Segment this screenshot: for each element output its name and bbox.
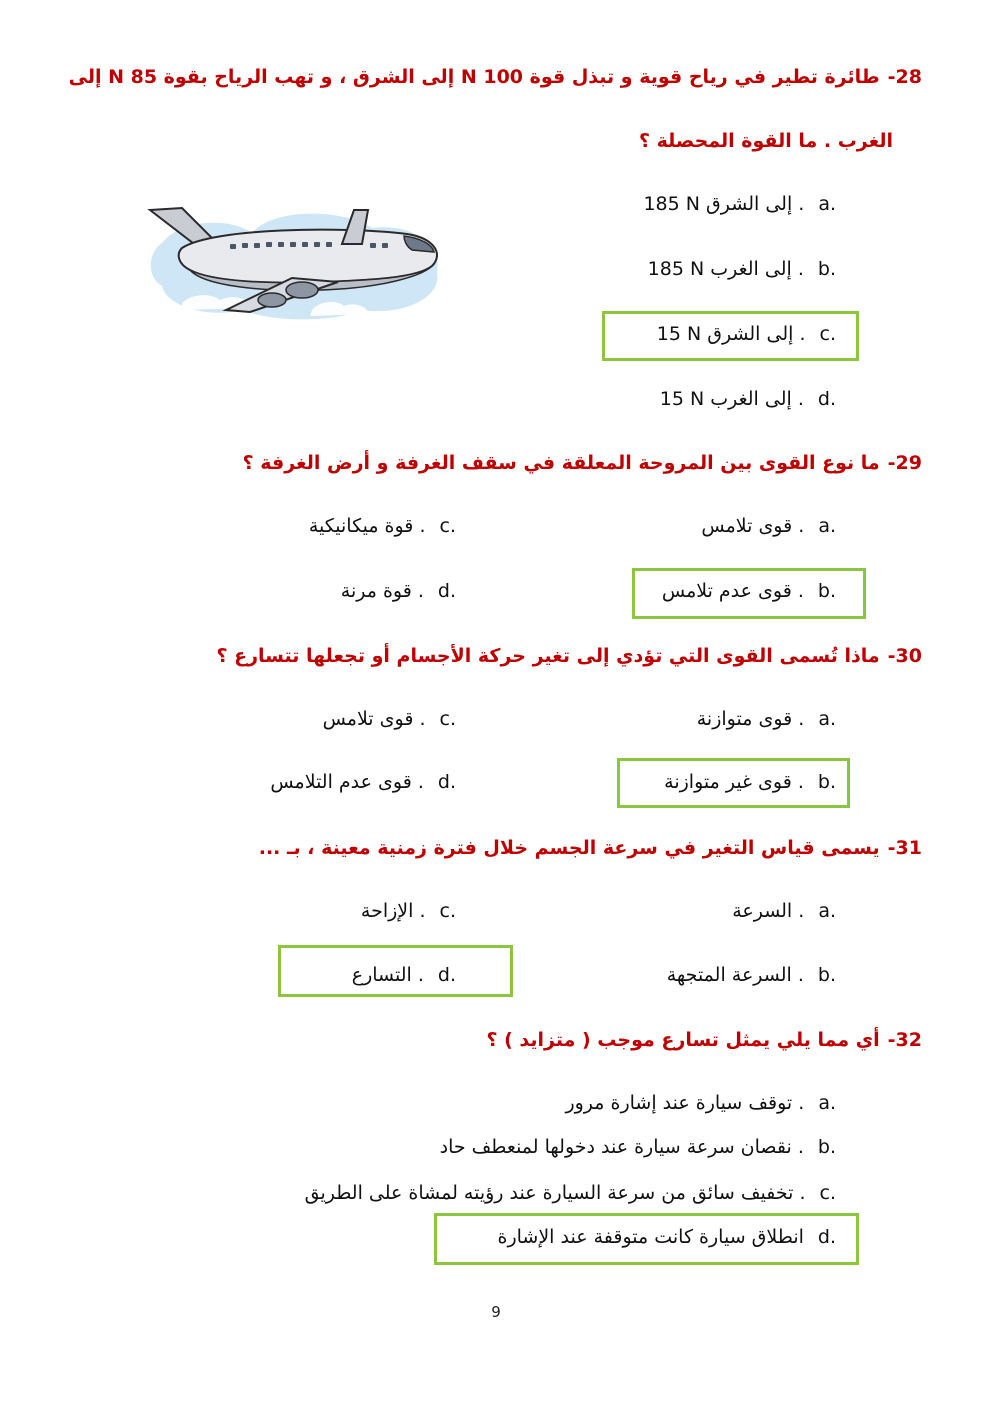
option-31-d[interactable]: التسارع . d. xyxy=(351,964,456,986)
option-28-b[interactable]: 185 N إلى الغرب . b. xyxy=(647,258,836,280)
option-32-c[interactable]: تخفيف سائق من سرعة السيارة عند رؤيته لمشاة على الطريق . c. xyxy=(304,1182,836,1204)
option-30-c[interactable]: قوى تلامس . c. xyxy=(322,708,456,730)
question-text: الغرب . ما القوة المحصلة ؟ xyxy=(638,130,893,152)
option-30-a[interactable]: قوى متوازنة . a. xyxy=(696,708,836,730)
option-32-d[interactable]: انطلاق سيارة كانت متوقفة عند الإشارة d. xyxy=(497,1226,836,1248)
option-32-b[interactable]: نقصان سرعة سيارة عند دخولها لمنعطف حاد . b. xyxy=(439,1136,836,1158)
question-number: 30- xyxy=(887,645,922,667)
question-number: 29- xyxy=(887,452,922,474)
option-29-d[interactable]: قوة مرنة . d. xyxy=(340,580,456,602)
question-text: أي مما يلي يمثل تسارع موجب ( متزايد ) ؟ xyxy=(486,1029,880,1051)
fuselage xyxy=(179,230,437,283)
question-text: يسمى قياس التغير في سرعة الجسم خلال فترة زمنية معينة ، بـ ... xyxy=(258,837,880,859)
option-30-b[interactable]: قوى غير متوازنة . b. xyxy=(664,771,836,793)
engine xyxy=(286,282,318,298)
airplane-icon xyxy=(142,198,450,326)
question-text: طائرة تطير في رياح قوية و تبذل قوة N 100 إلى الشرق ، و تهب الرياح بقوة N 85 إلى xyxy=(68,66,880,88)
question-29 xyxy=(243,452,922,475)
option-32-a[interactable]: توقف سيارة عند إشارة مرور . a. xyxy=(565,1092,836,1114)
page-number: 9 xyxy=(491,1303,501,1321)
question-28-cont xyxy=(639,130,893,153)
question-30 xyxy=(216,645,922,668)
question-32 xyxy=(487,1029,923,1052)
option-29-a[interactable]: قوى تلامس . a. xyxy=(701,515,836,537)
question-31 xyxy=(259,837,922,860)
question-number: 28- xyxy=(887,66,922,88)
question-number: 32- xyxy=(887,1029,922,1051)
option-28-d[interactable]: 15 N إلى الغرب . d. xyxy=(659,388,836,410)
question-28 xyxy=(69,66,922,89)
option-31-c[interactable]: الإزاحة . c. xyxy=(360,900,456,922)
option-29-c[interactable]: قوة ميكانيكية . c. xyxy=(308,515,456,537)
option-29-b[interactable]: قوى عدم تلامس . b. xyxy=(661,580,836,602)
option-28-c[interactable]: 15 N إلى الشرق . c. xyxy=(656,323,836,345)
question-number: 31- xyxy=(887,837,922,859)
option-30-d[interactable]: قوى عدم التلامس . d. xyxy=(270,771,456,793)
option-31-b[interactable]: السرعة المتجهة . b. xyxy=(666,964,836,986)
option-31-a[interactable]: السرعة . a. xyxy=(732,900,836,922)
question-text: ماذا تُسمى القوى التي تؤدي إلى تغير حركة الأجسام أو تجعلها تتسارع ؟ xyxy=(216,645,880,667)
question-text: ما نوع القوى بين المروحة المعلقة في سقف الغرفة و أرض الغرفة ؟ xyxy=(242,452,880,474)
option-28-a[interactable]: 185 N إلى الشرق . a. xyxy=(643,193,836,215)
engine xyxy=(258,293,286,307)
